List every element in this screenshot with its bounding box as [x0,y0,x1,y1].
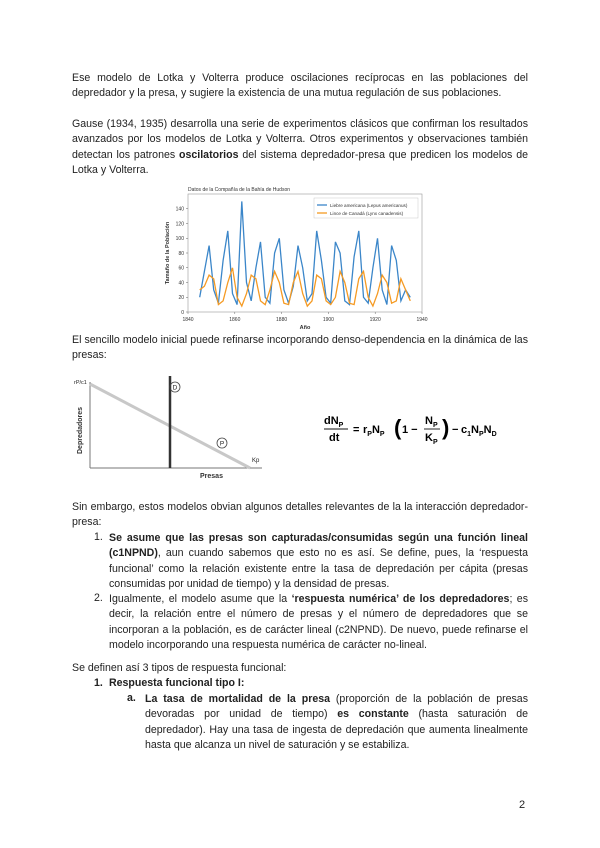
y-tick-label: 0 [181,309,184,316]
isocline-svg [72,372,272,484]
list-number-2: 2. [94,592,103,604]
eq-equals: = [353,424,360,436]
eq-paren-open: ( [394,415,402,440]
x-tick-label: 1840 [182,317,194,323]
x-tick-label: 1860 [229,317,241,323]
eq-one-minus: 1 − [402,424,418,436]
y-tick-label: 20 [178,295,184,302]
eq-frac-den: $K_P$ [425,432,438,446]
y-tick-label: 140 [175,206,184,213]
y-axis-label: Depredadores [77,406,84,454]
page-number: 2 [519,799,526,811]
sublist-item-letter: a. [127,692,136,704]
paragraph-however: Sin embargo, estos modelos obvian algunos detalles relevantes de la la interacción depredador-presa: [72,501,528,529]
legend-label: Liebre americana (Lepus americanus) [330,202,408,208]
y-tick-label: 60 [178,265,184,272]
paragraph-three-types: Se definen así 3 tipos de respuesta funcional: [72,662,287,674]
chart-svg [160,182,430,332]
x-intercept-label: Kp [252,458,260,464]
y-tick-label: 100 [175,236,184,243]
hudson-bay-chart [160,182,430,332]
y-tick-label: 120 [175,221,184,228]
paragraph-refinement: El sencillo modelo inicial puede refinarse incorporando denso-dependencia en la dinámica de las presas: [72,334,528,362]
y-tick-label: 80 [178,250,184,257]
eq-frac-num: $N_P$ [425,415,438,429]
paragraph-lotka-volterra: Ese modelo de Lotka y Volterra produce oscilaciones recíprocas en las poblaciones del depredador y la presa, y sugiere la existencia de una mutua regulación de sus poblaciones. [72,72,528,100]
eq-c-term: $c_1N_PN_D$ [461,424,497,438]
eq-lhs-num: $dN_P$ [324,415,344,429]
list-number-1: 1. [94,531,103,543]
x-tick-label: 1880 [276,317,288,323]
x-tick-label: 1920 [369,317,381,323]
marker-p-label: P [219,440,225,448]
sublist-item-a: La tasa de mortalidad de la presa (proporción de la población de presas devoradas por unidad de tiempo) es constante (hasta saturación de depredador). Hay una tasa de ingesta de depredación que aumenta linealmente hasta que alcanza un nivel de saturación y se estabiliza. [145,693,529,752]
equation-svg [322,408,522,452]
marker-d-label: D [172,384,178,392]
list-item-2: Igualmente, el modelo asume que la ‘respuesta numérica’ de los depredadores; es decir, la relación entre el número de presas y el número de depredadores que se incorporan a la población, es de carácter lineal (c2NPND). De nuevo, puede refinarse el modelo incorporando una respuesta numérica de carácter no-lineal. [109,593,528,652]
eq-minus: − [452,424,459,436]
logistic-predation-equation [322,408,522,452]
sublist-number: 1. [94,677,103,689]
chart-x-label: Año [299,325,311,331]
y-tick-label: 40 [178,280,184,287]
chart-y-label: Tamaño de la Población [165,221,171,285]
y-intercept-label: rP/c1 [74,380,87,386]
x-tick-label: 1940 [416,317,428,323]
list-item-1: Se asume que las presas son capturadas/consumidas según una función lineal (c1NPND), aun cuando sabemos que esto no es así. Se define, pues, la ‘respuesta funcional’ como la relación existente entre la tasa de depredación per cápita (presas consumidas por unidad de tiempo) y la densidad de presas. [109,532,528,591]
isocline-diagram [72,372,272,484]
eq-r-term: $r_PN_P$ [363,424,385,438]
x-axis-label: Presas [200,473,223,480]
paragraph-gause: Gause (1934, 1935) desarrolla una serie de experimentos clásicos que confirman los resultados avanzados por los modelos de Lotka y Volterra. Otros experimentos y observaciones también detectan los patrones oscilatorios del sistema depredador-presa que predicen los modelos de Lotka y Volterra. [72,118,528,177]
eq-paren-close: ) [442,415,450,440]
x-tick-label: 1900 [322,317,334,323]
eq-lhs-den: dt [329,432,340,444]
legend-label: Lince de Canadá (Lynx canadensis) [330,210,404,216]
sublist-title: Respuesta funcional tipo I: [109,677,245,689]
chart-title: Datos de la Compañía de la Bahía de Hudson [188,187,291,193]
bold-oscilatorios: oscilatorios [179,148,239,161]
